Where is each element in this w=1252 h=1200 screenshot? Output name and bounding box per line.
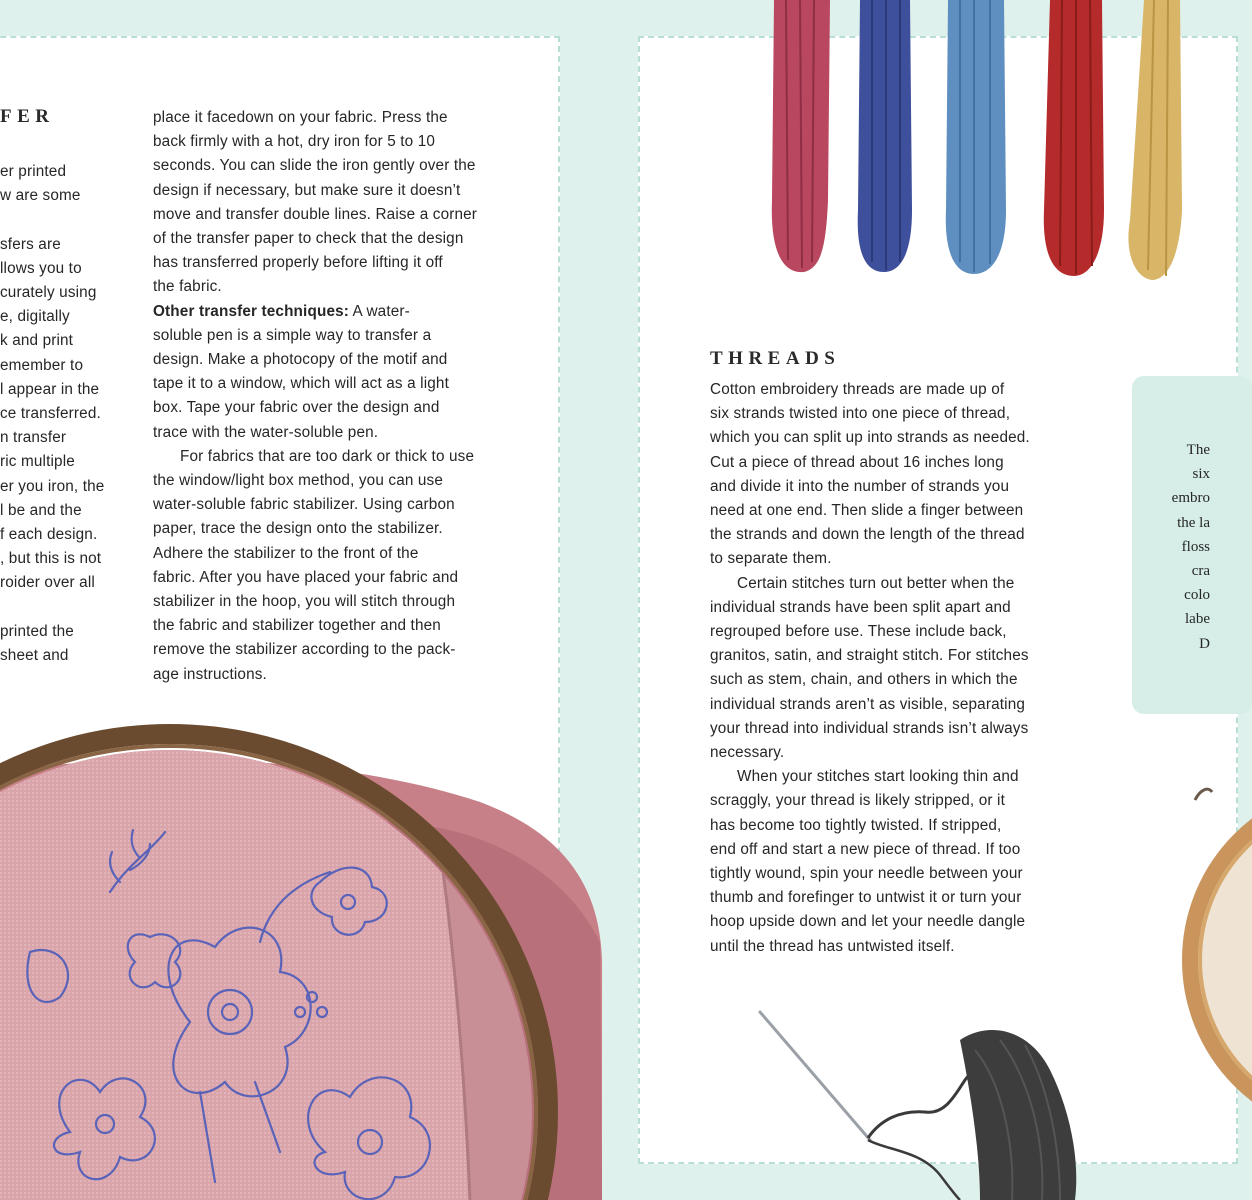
- text-line: age instructions.: [153, 665, 267, 683]
- text-line: l appear in the: [0, 380, 100, 398]
- text-line: Adhere the stabilizer to the front of the: [153, 544, 419, 562]
- text-line: Certain stitches turn out better when the: [737, 574, 1015, 592]
- text-line: design if necessary, but make sure it doesn’t: [153, 181, 461, 199]
- text-line: granitos, satin, and straight stitch. For stitches: [710, 647, 1029, 665]
- text-line: stabilizer in the hoop, you will stitch through: [153, 593, 456, 611]
- text-line: individual strands aren’t as visible, separating: [710, 695, 1026, 713]
- text-line: thumb and forefinger to untwist it or turn your: [710, 889, 1022, 907]
- text-line: n transfer: [0, 429, 67, 447]
- text-line: the fabric and stabilizer together and then: [153, 617, 441, 635]
- text-line: of the transfer paper to check that the design: [153, 230, 464, 248]
- left-section-title: FER: [0, 106, 55, 127]
- threads-body-text: [710, 378, 1110, 959]
- text-line: Cut a piece of thread about 16 inches long: [710, 453, 1004, 471]
- text-line: tightly wound, spin your needle between your: [710, 865, 1023, 883]
- text-line: For fabrics that are too dark or thick to use: [180, 447, 475, 465]
- text-line: soluble pen is a simple way to transfer a: [153, 326, 432, 344]
- text-line: has transferred properly before lifting it off: [153, 254, 443, 272]
- needle-icon: [760, 1012, 870, 1140]
- text-line: need at one end. Then slide a finger between: [710, 502, 1024, 520]
- text-line: water-soluble fabric stabilizer. Using carbon: [153, 496, 455, 514]
- threads-section-title: THREADS: [710, 348, 841, 369]
- pink-skein: [772, 0, 830, 272]
- other-techniques-tail: A water-: [349, 302, 410, 320]
- callout-line: the la: [1177, 514, 1210, 531]
- text-line: back firmly with a hot, dry iron for 5 to 10: [153, 133, 436, 151]
- text-line: fabric. After you have placed your fabric and: [153, 568, 459, 586]
- text-line: , but this is not: [0, 550, 102, 568]
- text-line: hoop upside down and let your needle dangle: [710, 913, 1026, 931]
- text-line: end off and start a new piece of thread. If too: [710, 840, 1021, 858]
- text-line: and divide it into the number of strands you: [710, 477, 1010, 495]
- callout-line: floss: [1181, 538, 1210, 555]
- callout-line: labe: [1185, 611, 1210, 628]
- text-line: k and print: [0, 332, 74, 350]
- text-line: design. Make a photocopy of the motif and: [153, 351, 448, 369]
- callout-line: six: [1192, 466, 1210, 483]
- text-line: your thread into individual strands isn’t always: [710, 719, 1029, 737]
- needle-and-thread-photo: [750, 1000, 1080, 1200]
- text-line: box. Tape your fabric over the design and: [153, 399, 440, 417]
- left-column-1: [0, 160, 118, 668]
- text-line: the fabric.: [153, 278, 222, 296]
- text-line: llows you to: [0, 259, 82, 277]
- text-line: remove the stabilizer according to the pack-: [153, 641, 456, 659]
- text-line: the window/light box method, you can use: [153, 472, 444, 490]
- text-line: sfers are: [0, 235, 61, 253]
- text-line: scraggly, your thread is likely stripped, or it: [710, 792, 1005, 810]
- text-line: trace with the water-soluble pen.: [153, 423, 379, 441]
- left-column-2: [153, 106, 533, 687]
- callout-text: [1150, 438, 1210, 656]
- text-line: er printed: [0, 163, 67, 180]
- text-line: move and transfer double lines. Raise a corner: [153, 205, 478, 223]
- blue-skein: [946, 0, 1006, 274]
- text-line: such as stem, chain, and others in which the: [710, 671, 1018, 689]
- text-line: six strands twisted into one piece of thread,: [710, 405, 1011, 423]
- red-skein: [1044, 0, 1104, 276]
- text-line: ric multiple: [0, 453, 75, 471]
- text-line: place it facedown on your fabric. Press the: [153, 109, 448, 126]
- text-line: until the thread has untwisted itself.: [710, 937, 955, 955]
- callout-line: colo: [1184, 587, 1210, 604]
- text-line: the strands and down the length of the thread: [710, 526, 1025, 544]
- text-line: f each design.: [0, 526, 98, 544]
- text-line: individual strands have been split apart and: [710, 598, 1011, 616]
- callout-line: The: [1186, 442, 1210, 458]
- embroidery-hoop-photo: [0, 712, 602, 1200]
- text-line: sheet and: [0, 647, 69, 665]
- text-line: w are some: [0, 187, 81, 205]
- wooden-hoop-photo: [1100, 770, 1200, 1160]
- text-line: tape it to a window, which will act as a light: [153, 375, 449, 393]
- callout-line: D: [1199, 635, 1210, 652]
- text-line: l be and the: [0, 501, 82, 519]
- navy-skein: [858, 0, 912, 272]
- gold-skein: [1128, 0, 1182, 280]
- text-line: paper, trace the design onto the stabilizer.: [153, 520, 443, 538]
- text-line: which you can split up into strands as needed.: [710, 429, 1030, 447]
- text-line: [0, 596, 118, 620]
- other-techniques-heading: Other transfer techniques:: [153, 302, 349, 320]
- thread-skeins-photo: [760, 0, 1200, 290]
- text-line: has become too tightly twisted. If stripped,: [710, 816, 1002, 834]
- callout-line: embro: [1171, 490, 1210, 507]
- text-line: printed the: [0, 622, 74, 640]
- text-line: to separate them.: [710, 550, 832, 568]
- text-line: seconds. You can slide the iron gently over the: [153, 157, 476, 175]
- text-line: emember to: [0, 356, 84, 374]
- text-line: When your stitches start looking thin and: [737, 768, 1019, 786]
- text-line: er you iron, the: [0, 477, 105, 495]
- text-line: regrouped before use. These include back,: [710, 623, 1007, 641]
- text-line: Cotton embroidery threads are made up of: [710, 381, 1005, 398]
- text-line: roider over all: [0, 574, 95, 592]
- text-line: e, digitally: [0, 308, 70, 326]
- text-line: ce transferred.: [0, 405, 101, 423]
- text-line: [0, 208, 118, 232]
- text-line: curately using: [0, 284, 97, 302]
- text-line: necessary.: [710, 744, 785, 762]
- callout-line: cra: [1191, 563, 1210, 580]
